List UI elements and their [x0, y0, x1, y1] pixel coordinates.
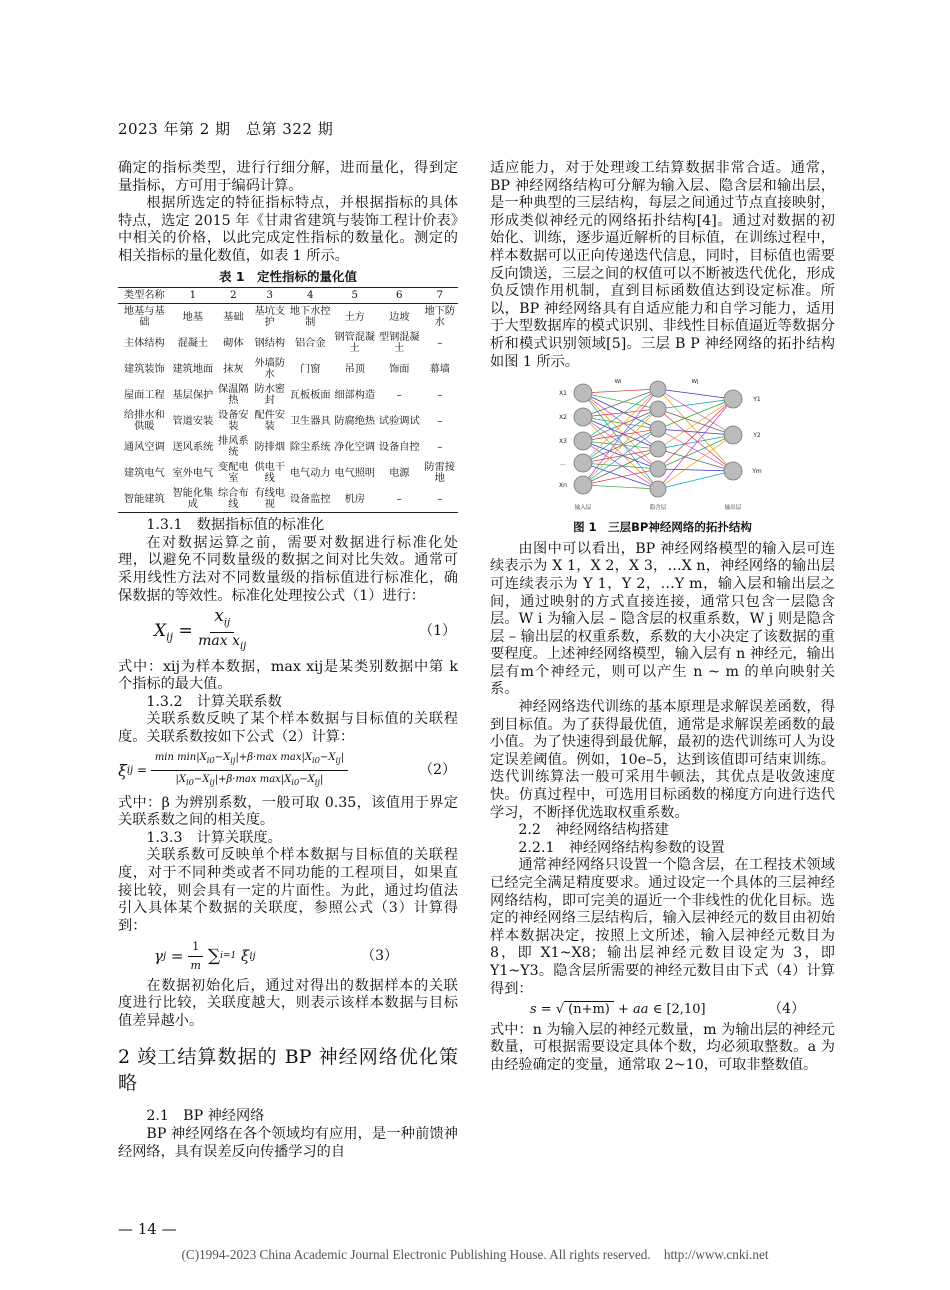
table-header-cell: 5: [351, 290, 358, 302]
paragraph: 通常神经网络只设置一个隐含层，在工程技术领域已经完全满足精度要求。通过设定一个具体的三层神经网络结构，即可完美的逼近一个非线性的优化目标。选定的神经网络三层结构后，输入层神经元的数目由初始样本数据决定，按照上文所述，输入层神经元数目为 8，即 X1~X8；输出层神经元数目设定为 3，即 Y1~Y3。隐含层所需要的神经元数目由下式（4）计算得到：: [490, 857, 835, 997]
output-label: Y1: [752, 396, 761, 404]
network-nodes: [574, 381, 742, 497]
connection-line: [658, 399, 733, 409]
table-cell: 防排烟: [254, 441, 286, 453]
table-header-cell: 2: [230, 290, 237, 302]
copyright-footer: (C)1994-2023 China Academic Journal Electronic Publishing House. All rights reserved. http://www.cnki.net: [181, 1247, 769, 1262]
table-cell: 主体结构: [123, 337, 165, 349]
subsection-heading: 1.3.2 计算关联系数: [146, 693, 282, 710]
input-label: Xn: [558, 482, 567, 490]
table-row: [118, 434, 458, 460]
formula-number: （3）: [361, 947, 398, 964]
hidden-node: [650, 461, 666, 477]
table-cell: 供电干线: [254, 462, 286, 485]
table-cell: 机房: [344, 493, 365, 505]
connection-line: [658, 471, 733, 489]
table-cell: 给排水和供暖: [123, 410, 165, 433]
table-header-cell: 1: [189, 290, 197, 302]
hidden-node: [650, 381, 666, 397]
connection-line: [583, 389, 658, 463]
table-cell: 防雷接地: [424, 462, 456, 485]
table-cell: 地下防水: [424, 306, 456, 329]
table-cell: –: [437, 493, 443, 505]
table-cell: 土方: [344, 311, 365, 323]
table-cell: 防腐绝热: [334, 415, 376, 427]
table-cell: 钢结构: [254, 337, 286, 349]
table-cell: 地基: [182, 311, 204, 323]
table-cell: 排风系统: [218, 436, 249, 459]
table-cell: 基层保护: [172, 389, 214, 401]
table-cell: 电气照明: [334, 467, 376, 479]
subsection-heading: 1.3.1 数据指标值的标准化: [146, 517, 325, 534]
table-cell: 卫生器具: [289, 415, 331, 427]
table-cell: 建筑装饰: [123, 363, 165, 375]
paragraph: 在对数据运算之前，需要对数据进行标准化处理，以避免不同数量级的数据之间对比失效。通常可采用线性方法对不同数量级的指标值进行标准化，确保数据的等效性。标准化处理按公式（1）进行：: [118, 534, 458, 604]
connection-line: [583, 417, 658, 489]
table-cell: 门窗: [300, 363, 321, 375]
hidden-node: [650, 401, 666, 417]
table-cell: 型钢混凝土: [378, 332, 420, 355]
paragraph: 在数据初始化后，通过对得出的数据样本的关联度进行比较，关联度越大，则表示该样本数据与目标值差异越小。: [118, 977, 458, 1029]
connection-line: [583, 389, 658, 393]
connection-line: [583, 417, 658, 429]
table-cell: 净化空调: [334, 441, 376, 453]
connection-line: [658, 399, 733, 489]
table-cell: 细部构造: [334, 389, 376, 401]
layer-label: 输出层: [724, 505, 741, 512]
table-cell: 保温隔热: [218, 384, 249, 407]
formula-1-expression: $X_{ij}$ = $\frac{x_{ij}}{\max x_{ij}}$: [154, 606, 247, 652]
paragraph: 由图中可以看出，BP 神经网络模型的输入层可连续表示为 X 1，X 2，X 3，…X n，神经网络的输出层可连续表示为 Y 1，Y 2，…Y m，输入层和输出层之间，通过映射的方式直接连接，通常只包含一层隐含层。W i 为输入层 – 隐含层的权重系数，W j 则是隐含层 – 输出层的权重系数，系数的大小决定了该数据的重要程度。上述神经网络模型，输入层有 n 神经元，输出层有m个神经元，则可以产生 n ~ m 的单向映射关系。: [490, 540, 835, 698]
formula-2-expression: ξ ij = $\frac{\min \min|X_{i0}-X_{ij}|+\beta\cdot\max \max|X_{i0}-X_{ij}|}{|X_{i0}-X_{ij}|+\beta\cdot\max \max|X_{i0}-X_{ij}|}$: [118, 749, 348, 791]
connection-line: [658, 469, 733, 471]
table-cell: 外墙防水: [254, 358, 286, 381]
table-cell: 试验调试: [378, 415, 420, 427]
table-header-cell: 类型名称: [123, 290, 165, 302]
journal-issue-header: 2023 年第 2 期 总第 322 期: [118, 120, 334, 138]
table-cell: 地下水控制: [289, 306, 331, 329]
table-cell: 通风空调: [123, 441, 165, 453]
quantification-table: [118, 287, 458, 513]
layer-label: 隐含层: [649, 505, 666, 512]
table-cell: 吊顶: [344, 363, 365, 375]
table-row: [118, 330, 458, 356]
connection-line: [583, 485, 658, 489]
table-cell: 幕墙: [429, 363, 450, 375]
connection-line: [658, 435, 733, 449]
paragraph: 根据所选定的特征指标特点，并根据指标的具体特点，选定 2015 年《甘肃省建筑与装饰工程计价表》中相关的价格，以此完成定性指标的数量化。测定的相关指标的量化数值，如表 1 所示。: [118, 195, 458, 264]
table-cell: 有线电视: [254, 488, 286, 511]
connection-line: [658, 429, 733, 471]
table-body: [118, 304, 458, 513]
table-header-cell: 6: [396, 290, 403, 302]
table-row: [118, 304, 458, 331]
table-cell: 钢管混凝土: [334, 332, 376, 355]
table-cell: 抹灰: [223, 363, 244, 375]
hidden-node: [650, 421, 666, 437]
table-row: [118, 408, 458, 434]
formula-number: （4）: [768, 1001, 805, 1018]
table-cell: 地基与基础: [123, 306, 165, 329]
table-cell: –: [437, 337, 443, 349]
table-cell: –: [437, 441, 443, 453]
paragraph: 适应能力，对于处理竣工结算数据非常合适。通常，BP 神经网络结构可分解为输入层、隐含层和输出层，是一种典型的三层结构，每层之间通过节点直接映射，形成类似神经元的网络拓扑结构[4]。通过对数据的初始化、训练，逐步逼近解析的目标值，在训练过程中，样本数据可以正向传递迭代信息，同时，目标值也需要反向馈送，三层之间的权值可以不断被迭代优化，形成负反馈作用机制，直到目标函数值达到设定标准。所以，BP 神经网络具有自适应能力和自学习能力，适用于大型数据库的模式识别、非线性目标值逼近等数据分析和模式识别领域[5]。三层 B P 神经网络的拓扑结构如图 1 所示。: [490, 160, 835, 370]
table-cell: 砌体: [223, 337, 244, 349]
paragraph: 确定的指标类型，进行行细分解，进而量化，得到定量指标，方可用于编码计算。: [118, 160, 458, 194]
layer-label: 输入层: [574, 505, 591, 512]
table-header-cell: 3: [266, 290, 273, 302]
table-cell: 综合布线: [218, 488, 249, 511]
formula-3-expression: γ j = $\frac{1}{m}$ ∑ i=1 ξ ij: [154, 940, 256, 972]
weight-label: Wi: [614, 379, 621, 386]
formula-3: [118, 938, 458, 974]
table-cell: 设备安装: [218, 410, 249, 433]
paragraph: BP 神经网络在各个领域均有应用，是一种前馈神经网络，具有误差反向传播学习的自: [118, 1125, 458, 1160]
output-label: Y2: [752, 432, 761, 440]
subsection-heading: 2.1 BP 神经网络: [146, 1108, 265, 1125]
connection-line: [583, 409, 658, 485]
table-cell: 屋面工程: [123, 389, 165, 401]
hidden-node: [650, 481, 666, 497]
hidden-node: [650, 441, 666, 457]
table-row: [118, 460, 458, 486]
formula-1: [118, 608, 458, 655]
input-node: [574, 408, 592, 426]
table-cell: 混凝土: [177, 337, 209, 349]
page-number: — 14 —: [118, 1220, 177, 1238]
table-header-row: [118, 288, 458, 304]
table-cell: 管道安装: [172, 415, 214, 427]
output-node: [724, 462, 742, 480]
table-header-cell: 7: [436, 290, 443, 302]
table-cell: 配件安装: [254, 410, 286, 433]
input-node: [574, 454, 592, 472]
formula-4-expression: s = √ (n+m) + aa ∈ [2,10]: [530, 1002, 706, 1018]
output-label: Ym: [751, 468, 762, 476]
table-cell: 基础: [223, 311, 244, 323]
input-node: [574, 432, 592, 450]
table-row: [118, 382, 458, 408]
table-cell: 瓦板板面: [289, 389, 331, 401]
figure-caption: 图 1 三层BP神经网络的拓扑结构: [573, 520, 752, 535]
connection-line: [658, 389, 733, 399]
table-cell: 室外电气: [172, 467, 214, 479]
table-cell: 电源: [389, 467, 410, 479]
table-cell: 防水密封: [254, 384, 286, 407]
output-node: [724, 390, 742, 408]
formula-note: 式中：xij为样本数据，max xij是某类别数据中第 k 个指标的最大值。: [118, 658, 458, 693]
subsection-heading: 2.2.1 神经网络结构参数的设置: [518, 839, 725, 856]
paragraph: 神经网络迭代训练的基本原理是求解误差函数，得到目标值。为了获得最优值，通常是求解误差函数的最小值。为了快速得到最优解，最初的迭代训练可人为设定误差阈值。例如，10e–5，达到该值即可结束训练。迭代训练算法一般可采用牛顿法，其优点是收敛速度快。仿真过程中，可选用目标函数的梯度方向进行迭代学习，不断择优选取权重系数。: [490, 699, 835, 821]
table-cell: 边坡: [389, 311, 410, 323]
table-cell: 设备自控: [378, 441, 420, 453]
section-heading: 2 竣工结算数据的 BP 神经网络优化策略: [118, 1046, 458, 1095]
table-cell: 智能化集成: [172, 488, 214, 511]
table-cell: 设备监控: [289, 493, 331, 505]
weight-label: Wj: [691, 379, 698, 386]
formula-2: [118, 749, 458, 791]
table-cell: –: [396, 493, 402, 505]
table-cell: 智能建筑: [123, 493, 165, 505]
table-cell: 电气动力: [289, 467, 331, 479]
table-cell: –: [396, 389, 402, 401]
bp-network-figure: [543, 375, 783, 515]
connection-line: [658, 399, 733, 429]
section-heading: 2.2 神经网络结构搭建: [518, 822, 669, 839]
paragraph: 式中：n 为输入层的神经元数量，m 为输出层的神经元数量，可根据需要设定具体个数，均必须取整数。a 为由经验确定的变量，通常取 2~10，可取非整数值。: [490, 1021, 835, 1073]
connection-line: [658, 399, 733, 449]
table-cell: 送风系统: [172, 441, 214, 453]
formula-4: [490, 1001, 835, 1019]
input-node: [574, 476, 592, 494]
paragraph: 关联系数可反映单个样本数据与目标值的关联程度，对于不同种类或者不同功能的工程项目，如果直接比较，则会具有一定的片面性。为此，通过均值法引入具体某个数据的关联度，参照公式（3）计算得到：: [118, 847, 458, 934]
table-title: 表 1 定性指标的量化值: [218, 268, 358, 284]
output-node: [724, 426, 742, 444]
table-cell: –: [437, 415, 443, 427]
input-label: X3: [558, 438, 567, 446]
right-column: [490, 160, 835, 1075]
formula-number: （2）: [419, 761, 456, 778]
table-cell: 建筑电气: [123, 467, 165, 479]
left-column: [118, 160, 458, 1161]
input-label: ...: [559, 460, 566, 468]
table-row: [118, 486, 458, 513]
input-label: X1: [558, 390, 567, 398]
input-node: [574, 384, 592, 402]
connection-line: [583, 463, 658, 469]
table-header-cell: 4: [307, 290, 314, 302]
input-label: X2: [558, 414, 567, 422]
subsection-heading: 1.3.3 计算关联度。: [146, 829, 282, 846]
table-cell: 建筑地面: [172, 363, 214, 375]
paragraph: 关联系数反映了某个样本数据与目标值的关联程度。关联系数按如下公式（2）计算：: [118, 711, 458, 745]
table-cell: 饰面: [389, 363, 410, 375]
connection-line: [583, 393, 658, 429]
table-cell: 铝合金: [294, 337, 326, 349]
table-cell: 变配电室: [218, 462, 249, 485]
table-cell: –: [437, 389, 443, 401]
table-cell: 基坑支护: [254, 306, 286, 329]
table-cell: 除尘系统: [289, 441, 331, 453]
table-row: [118, 356, 458, 382]
formula-note: 式中：β 为辨别系数，一般可取 0.35，该值用于界定关联系数之间的相关度。: [118, 794, 458, 829]
formula-number: （1）: [419, 623, 456, 640]
